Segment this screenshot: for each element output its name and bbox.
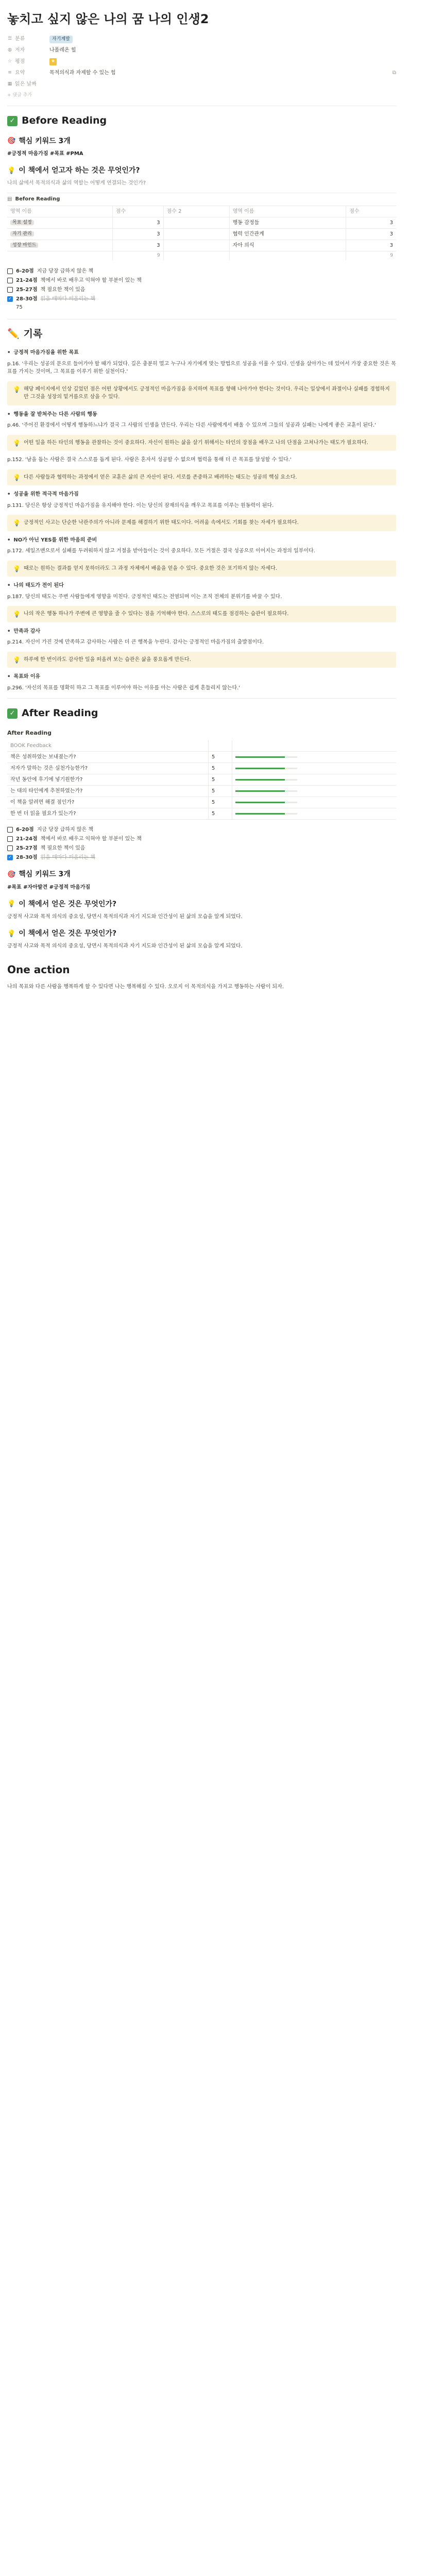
checkbox-checked[interactable]: ✓ [7,296,13,302]
checklist-item[interactable]: 21-24점 책에서 바로 배우고 익혀야 할 부분이 있는 책 [7,834,396,843]
checkbox[interactable] [7,845,13,851]
table-header-row: BOOK Feedback [7,740,396,752]
callout: 💡 때로는 원하는 결과를 얻지 못하더라도 그 과정 자체에서 배움을 얻을 수 있다. 중요한 것은 포기하지 않는 자세다. [7,561,396,577]
table-row[interactable]: 책은 성취하였는 보내졌는가? 5 [7,752,396,763]
prop-summary[interactable]: ≡ 요약 목적의식과 자제할 수 있는 힘 ⧉ [7,67,396,79]
prop-rating[interactable]: ☆ 평점 ★ [7,56,396,67]
checkbox[interactable] [7,836,13,842]
checkbox[interactable] [7,268,13,274]
after-reading-heading: ✓ After Reading [7,706,396,721]
record-section [7,673,396,692]
question-answer: 나의 삶에서 목적의식과 삶의 역할는 어떻게 연결되는 것인가? [7,180,146,187]
record-section [7,411,396,486]
checkbox-checked[interactable]: ✓ [7,855,13,860]
before-reading-heading: ✓ Before Reading [7,113,396,128]
table-row[interactable]: 이 책을 알려면 해결 점인가? 5 [7,797,396,808]
record-section [7,582,396,622]
lightbulb-icon: 💡 [7,166,16,175]
checkbox[interactable] [7,287,13,293]
progress-bar [235,779,297,781]
add-comment-button[interactable]: + 댓글 추가 [7,93,32,98]
checklist-item[interactable]: 6-20점 지금 당장 급하지 않은 책 [7,825,396,834]
table-row[interactable]: 성장 마인드 3 자아 의식 3 [7,240,396,251]
lightbulb-icon: 💡 [7,929,16,938]
section-title: • 행동을 잘 받쳐주는 다른 사람의 행동 [7,411,396,419]
question-heading: 💡 이 책에서 얻은 것은 무엇인가? [7,928,396,940]
rating-star[interactable]: ★ [49,58,57,65]
section-title: • 목표와 이유 [7,673,396,681]
callout: 💡 어떤 일을 하든 타인의 행동을 관찰하는 것이 중요하다. 자신이 원하는 삶을 살기 위해서는 타인의 장점을 배우고 나의 단점을 고쳐나가는 태도가 필요하다. [7,435,396,451]
section-title: • NO가 아닌 YES를 위한 마음의 준비 [7,536,396,545]
hashtags: #긍정적 마음가짐 #목표 #PMA [7,151,83,157]
quote-text: p.131. 당신은 항상 긍정적인 마음가짐을 유지해야 한다. 이는 당신의 잠재의식을 깨우고 목표를 이루는 원동력이 된다. [7,502,274,509]
question-heading: 💡 이 책에서 얻은 것은 무엇인가? [7,899,396,910]
page-title: 놓치고 싶지 않은 나의 꿈 나의 인생2 [7,12,209,26]
progress-bar [235,813,297,815]
record-heading: ✏️ 기록 [7,327,396,342]
table-row[interactable]: 자기 관리 3 협력 인간관계 3 [7,228,396,240]
table-row[interactable]: 는 대의 타인에게 추천하였는가? 5 [7,786,396,797]
section-title: • 성공을 위한 적극적 마음가짐 [7,490,396,499]
lightbulb-icon: 💡 [13,519,21,527]
prop-author[interactable]: ◍ 저자 나폴레온 힐 [8,47,76,54]
check-icon: ✓ [7,708,18,719]
keywords-heading: 🎯 핵심 키워드 3개 [7,869,396,880]
table-summary-row: 9 9 [7,251,396,260]
quote-text: p.16. '우리는 성공의 문으로 들어가야 할 때가 되었다. 길은 충분히 멀고 누구나 자기에게 맞는 방법으로 성공을 이룰 수 있다. 인생을 살아가는 데 있어서 가장 중요한 것은 목표를 가지는 것이며, 그 목표를 이루기 위한 실천이다.' [7,361,396,375]
before-table [7,206,396,261]
lightbulb-icon: 💡 [13,611,21,618]
checklist-item[interactable]: 6-20점 지금 당장 급하지 않은 책 [7,266,396,276]
checklist-item[interactable]: 25-27점 책 필요한 책이 있음 [7,843,396,853]
table-row[interactable]: 한 번 더 읽을 필요가 있는가? 5 [7,808,396,820]
one-action-text: 나의 목표와 다른 사람을 행복하게 할 수 있다면 나는 행복해질 수 있다. 오로지 이 목적의식을 가지고 행동하는 사람이 되자. [7,984,284,990]
lightbulb-icon: 💡 [13,565,21,572]
callout: 💡 다른 사람들과 협력하는 과정에서 얻은 교훈은 삶의 큰 자산이 된다. 서로를 존중하고 배려하는 태도는 성공의 핵심 요소다. [7,469,396,486]
quote-text: p.187. 당신의 태도는 주변 사람들에게 영향을 미친다. 긍정적인 태도는 전염되며 이는 조직 전체의 분위기를 바꿀 수 있다. [7,594,282,600]
table-header-row [7,206,396,217]
callout: 💡 긍정적인 사고는 단순한 낙관주의가 아니라 문제를 해결하기 위한 태도이다. 어려움 속에서도 기회를 찾는 자세가 필요하다. [7,515,396,531]
table-icon: ▤ [7,196,12,202]
target-icon: 🎯 [7,871,16,879]
prop-date[interactable]: ▦ 읽은 날짜 [7,81,37,88]
question-answer: 긍정적 사고와 목적 의식의 중요성, 당면시 목적의식과 자기 지도와 인간성이 된 삶의 모습을 알게 되었다. [7,914,243,920]
quote-text: p.296. '자신의 목표를 명확히 하고 그 목표를 이루어야 하는 이유를 아는 사람은 쉽게 흔들리지 않는다.' [7,685,241,691]
col-header[interactable]: 영역 이름 [229,206,346,217]
db-tab[interactable]: ▤ Before Reading [7,193,396,206]
page [0,0,426,1008]
lightbulb-icon: 💡 [13,385,21,393]
one-action-heading: One action [7,963,70,976]
copy-icon[interactable]: ⧉ [392,70,396,76]
quote-text: p.46. '주어진 환경에서 어떻게 행동하느냐가 결국 그 사람의 인생을 만든다. 우리는 다른 사람에게서 배울 수 있으며 그들의 성공과 실패는 나에게 좋은 교훈이 된다.' [7,422,376,429]
record-section [7,349,396,405]
col-header[interactable]: 점수 [112,206,163,217]
checkbox[interactable] [7,827,13,833]
question-answer: 긍정적 사고와 목적 의식의 중요성, 당면시 목적의식과 자기 지도와 인간성이 된 삶의 모습을 알게 되었다. [7,943,243,950]
checklist-item[interactable]: ✓ 28-30점 읽을 때마다 떠올리는 책 [7,853,396,862]
after-table-title: After Reading [7,729,52,736]
col-header[interactable]: 점수 2 [163,206,229,217]
target-icon: 🎯 [7,137,16,145]
lightbulb-icon: 💡 [13,439,21,447]
calendar-icon: ▦ [7,81,12,87]
quote-text: p.172. 세일즈맨으로서 실패를 두려워하지 않고 거절을 받아들이는 것이 중요하다. 모든 거절은 결국 성공으로 이어지는 과정의 일부이다. [7,548,315,554]
progress-bar [235,768,297,769]
section-title: • 만족과 감사 [7,628,396,636]
star-icon: ☆ [7,59,12,64]
category-tag[interactable]: 자기계발 [49,36,73,43]
checkbox[interactable] [7,278,13,283]
check-icon: ✓ [7,116,18,126]
table-row[interactable]: 저자가 말하는 것은 실천가능한가? 5 [7,763,396,774]
quote-text: p.214. 자신이 가진 것에 만족하고 감사하는 사람은 더 큰 행복을 누린다. 감사는 긍정적인 마음가짐의 출발점이다. [7,639,264,646]
text-icon: ≡ [8,70,12,76]
person-icon: ◍ [8,47,12,53]
col-header[interactable]: 점수 [346,206,396,217]
checklist-item[interactable]: ✓ 28-30점 읽을 때마다 떠올리는 책 [7,294,396,303]
hashtags: #목표 #자아발견 #긍정적 마음가짐 [7,885,91,891]
before-checklist [7,266,396,312]
lightbulb-icon: 💡 [13,473,21,481]
prop-category[interactable]: ☰ 분류 자기계발 [7,33,396,45]
record-section [7,536,396,577]
checklist-item[interactable]: 21-24점 책에서 바로 배우고 익혀야 할 부분이 있는 책 [7,276,396,285]
score-total: 75 [16,304,23,311]
record-section [7,628,396,668]
checklist-item[interactable]: 25-27점 책 필요한 책이 있음 [7,285,396,294]
table-row[interactable]: 작년 동안에 후기에 넣기원한가? 5 [7,774,396,786]
before-reading-database [7,193,396,261]
callout: 💡 나의 작은 행동 하나가 주변에 큰 영향을 줄 수 있다는 점을 기억해야 한다. 스스로의 태도를 점검하는 습관이 필요하다. [7,606,396,622]
table-row[interactable]: 목표 설정 3 행동 감정들 3 [7,217,396,228]
lightbulb-icon: 💡 [7,900,16,908]
section-title: • 나의 태도가 전이 된다 [7,582,396,590]
list-icon: ☰ [7,36,12,42]
progress-bar [235,802,297,803]
pencil-icon: ✏️ [7,328,20,340]
lightbulb-icon: 💡 [13,656,21,664]
divider [7,698,396,699]
progress-bar [235,756,297,758]
callout: 💡 하루에 한 번이라도 감사한 일을 떠올려 보는 습관은 삶을 풍요롭게 만든다. [7,652,396,668]
after-checklist [7,825,396,862]
keywords-heading: 🎯 핵심 키워드 3개 [7,136,396,147]
callout: 💡 해당 페이지에서 인상 깊었던 점은 어떤 상황에서도 긍정적인 마음가짐을 유지하며 목표를 향해 나아가야 한다는 것이다. 우리는 일상에서 좌절이나 실패를 경험하지만 그것을 성장의 밑거름으로 삼을 수 있다. [7,381,396,405]
col-header[interactable]: 영역 이름 [7,206,112,217]
record-section [7,490,396,531]
section-title: • 긍정적 마음가짐을 위한 목표 [7,349,396,357]
after-table [7,740,396,820]
properties [7,33,396,99]
quote-text: p.152. '남을 돕는 사람은 결국 스스로를 돕게 된다. 사람은 혼자서 성공할 수 없으며 협력을 통해 더 큰 목표를 달성할 수 있다.' [7,457,292,463]
progress-bar [235,790,297,792]
question-heading: 💡 이 책에서 얻고자 하는 것은 무엇인가? [7,165,396,177]
